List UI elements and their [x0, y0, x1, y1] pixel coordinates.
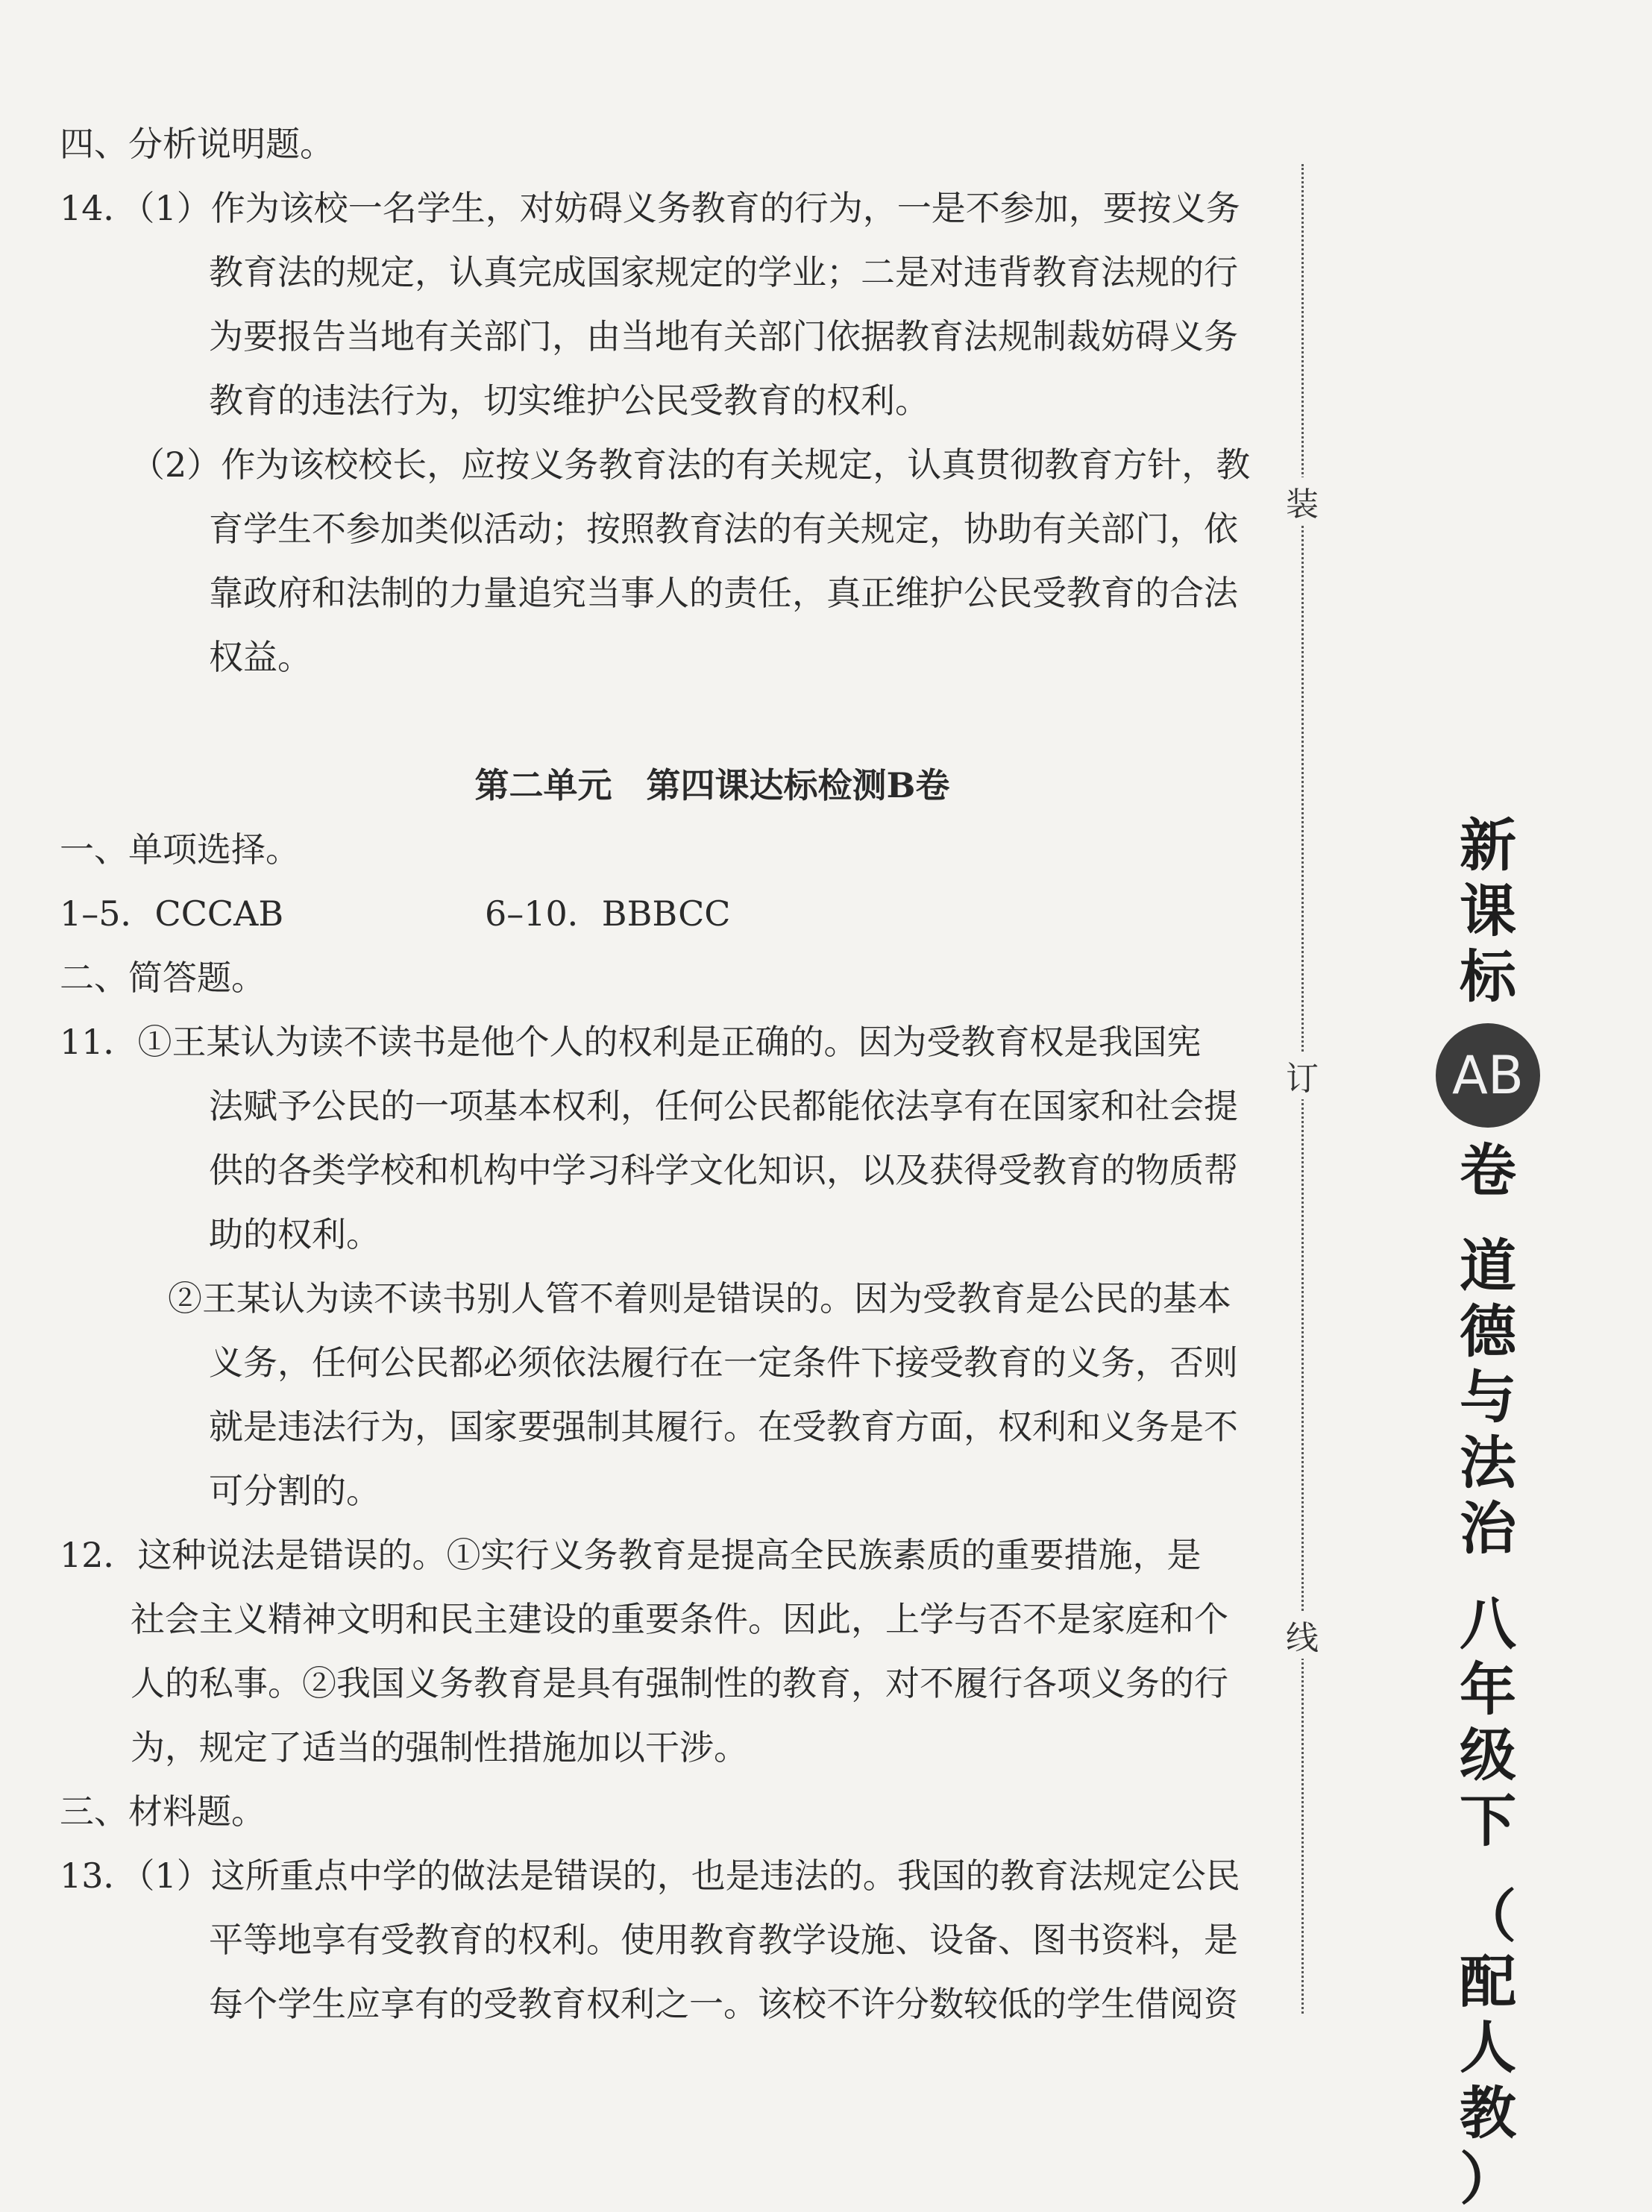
answer-line: 社会主义精神文明和民主建设的重要条件。因此，上学与否不是家庭和个 — [131, 1599, 1228, 1639]
answer-line: 教育法的规定，认真完成国家规定的学业；二是对违背教育法规的行 — [209, 252, 1238, 292]
answer-line: 供的各类学校和机构中学习科学文化知识，以及获得受教育的物质帮 — [209, 1150, 1238, 1190]
spine-char: 标 — [1460, 943, 1516, 1010]
binding-label-zhuang: 装 — [1280, 477, 1325, 525]
answer-line: 13．（1）这所重点中学的做法是错误的，也是违法的。我国的教育法规定公民 — [60, 1856, 1240, 1896]
binding-label-xian: 线 — [1280, 1611, 1325, 1659]
answer-line: 11．①王某认为读不读书是他个人的权利是正确的。因为受教育权是我国宪 — [60, 1022, 1202, 1062]
answer-line: 助的权利。 — [209, 1214, 380, 1254]
answer-line: 法赋予公民的一项基本权利，任何公民都能依法享有在国家和社会提 — [209, 1086, 1238, 1126]
answer-line: 为要报告当地有关部门，由当地有关部门依据教育法规制裁妨碍义务 — [209, 316, 1238, 356]
answer-line: 14．（1）作为该校一名学生，对妨碍义务教育的行为，一是不参加，要按义务 — [60, 188, 1240, 228]
spine-char: 人 — [1460, 2014, 1516, 2081]
answer-line: 义务，任何公民都必须依法履行在一定条件下接受教育的义务，否则 — [209, 1342, 1238, 1383]
spine-char: 法 — [1460, 1430, 1516, 1496]
spine-char: 新 — [1460, 812, 1516, 879]
answer-line: 可分割的。 — [209, 1471, 380, 1511]
answer-line: 平等地享有受教育的权利。使用教育教学设施、设备、图书资料，是 — [209, 1920, 1238, 1960]
spine-char: 配 — [1460, 1949, 1516, 2015]
spine-char: 八 — [1460, 1591, 1516, 1657]
answer-content — [60, 112, 1251, 2036]
unit-title: 第二单元 第四课达标检测B卷 — [474, 765, 950, 805]
answer-line: 靠政府和法制的力量追究当事人的责任，真正维护公民受教育的合法 — [209, 573, 1238, 613]
spine-char: 级 — [1460, 1722, 1516, 1788]
spine-char: 年 — [1460, 1656, 1516, 1723]
answer-line: 就是违法行为，国家要强制其履行。在受教育方面，权利和义务是不 — [209, 1407, 1238, 1447]
spine-char: 教 — [1460, 2080, 1516, 2146]
answer-line: 每个学生应享有的受教育权利之一。该校不许分数较低的学生借阅资 — [209, 1984, 1238, 2024]
answer-line: （2）作为该校校长，应按义务教育法的有关规定，认真贯彻教育方针，教 — [131, 444, 1251, 485]
spine-char: （ — [1460, 1883, 1516, 1949]
multiple-choice-answers — [60, 882, 1246, 946]
section-heading: 四、分析说明题。 — [60, 124, 334, 164]
answer-line: 12．这种说法是错误的。①实行义务教育是提高全民族素质的重要措施，是 — [60, 1535, 1202, 1575]
binding-label-ding: 订 — [1280, 1052, 1325, 1099]
section-heading: 二、简答题。 — [60, 958, 266, 998]
mc-answers-6-10: 6–10．BBBCC — [485, 893, 731, 934]
answer-line: 育学生不参加类似活动；按照教育法的有关规定，协助有关部门，依 — [209, 509, 1238, 549]
answer-line: 教育的违法行为，切实维护公民受教育的权利。 — [209, 380, 929, 421]
spine-char: 下 — [1460, 1788, 1516, 1854]
section-heading: 三、材料题。 — [60, 1791, 266, 1832]
spine-char: ） — [1460, 2146, 1516, 2212]
section-heading: 一、单项选择。 — [60, 829, 300, 870]
answer-line: ②王某认为读不读书别人管不着则是错误的。因为受教育是公民的基本 — [168, 1278, 1231, 1319]
spine-char: 课 — [1460, 878, 1516, 944]
spine-char: 治 — [1460, 1495, 1516, 1562]
spine-char: 德 — [1460, 1298, 1516, 1365]
spine-char: 道 — [1460, 1233, 1516, 1299]
answer-line: 为，规定了适当的强制性措施加以干涉。 — [131, 1727, 748, 1768]
mc-answers-1-5: 1–5．CCCAB — [60, 893, 284, 934]
spine-char: 卷 — [1460, 1137, 1516, 1204]
ab-badge: AB — [1436, 1023, 1540, 1128]
book-spine-title — [1432, 813, 1544, 2212]
answer-line: 人的私事。②我国义务教育是具有强制性的教育，对不履行各项义务的行 — [131, 1663, 1228, 1703]
answer-line: 权益。 — [209, 637, 312, 677]
spine-char: 与 — [1460, 1364, 1516, 1430]
